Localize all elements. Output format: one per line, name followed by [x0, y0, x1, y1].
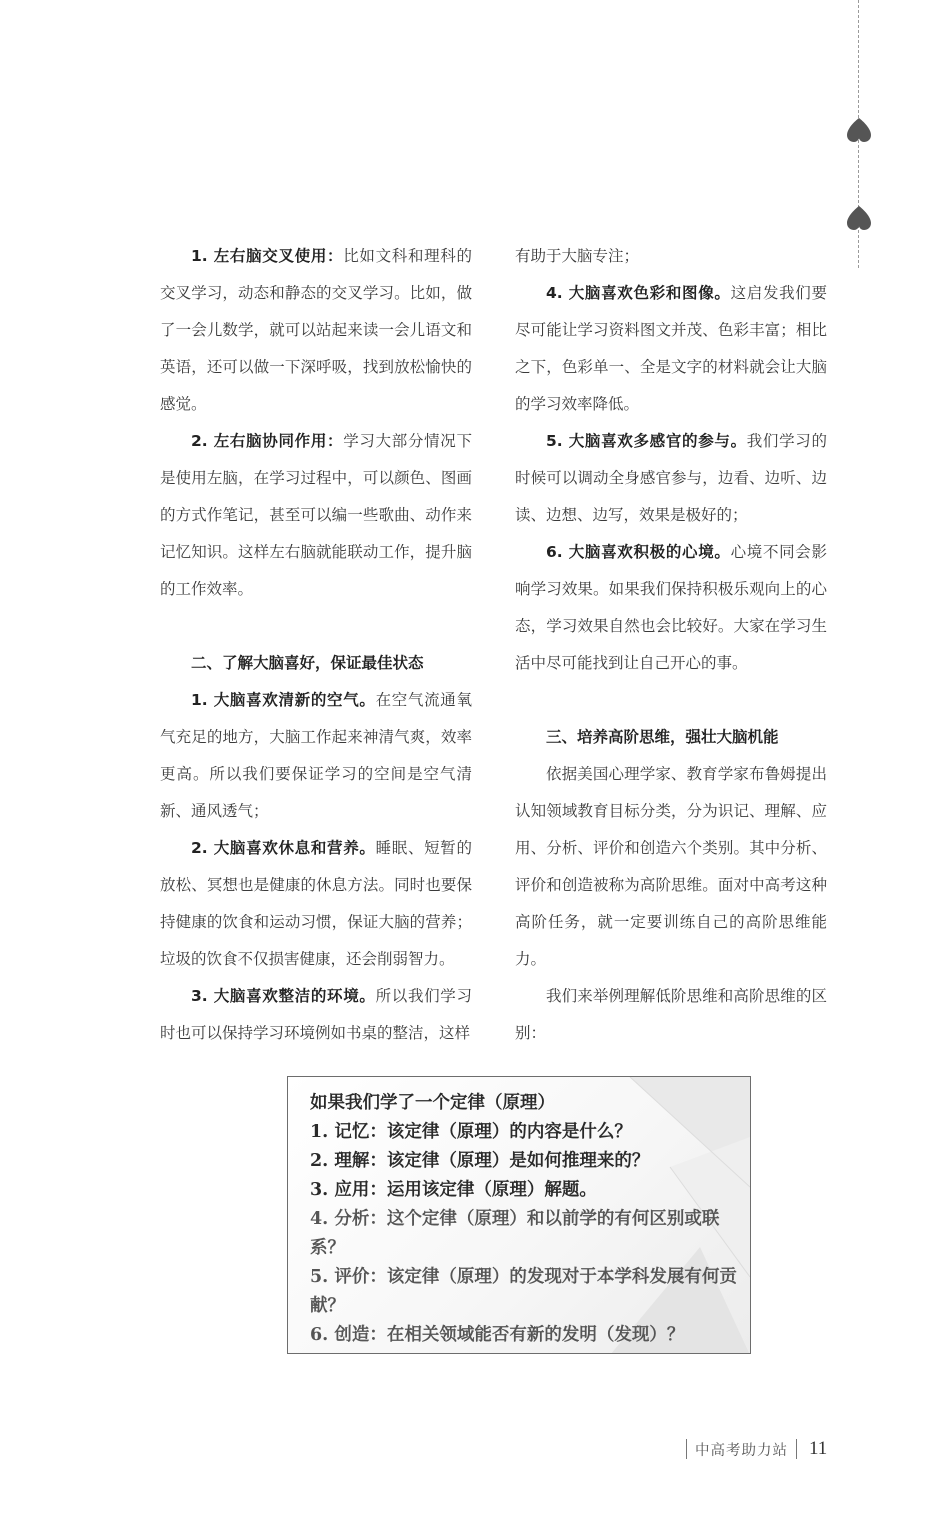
paragraph-continuation: 有助于大脑专注； [515, 247, 640, 265]
paragraph-heading: 5. 大脑喜欢多感官的参与。 [546, 432, 747, 450]
paragraph [160, 423, 472, 608]
heart-icon [844, 203, 874, 233]
paragraph-heading: 4. 大脑喜欢色彩和图像。 [546, 284, 731, 302]
example-item: 3. 应用：运用该定律（原理）解题。 [310, 1180, 597, 1200]
paragraph [515, 534, 827, 682]
paragraph: 我们来举例理解低阶思维和高阶思维的区别： [515, 987, 827, 1042]
section-heading: 三、培养高阶思维，强壮大脑机能 [546, 728, 779, 746]
paragraph-body: 比如文科和理科的交叉学习，动态和静态的交叉学习。比如，做了一会儿数学，就可以站起来读一会儿语文和英语，还可以做一下深呼吸，找到放松愉快的感觉。 [160, 247, 472, 413]
paragraph-heading: 2. 大脑喜欢休息和营养。 [191, 839, 376, 857]
example-box-title: 如果我们学了一个定律（原理） [310, 1093, 555, 1113]
paragraph-body: 学习大部分情况下是使用左脑，在学习过程中，可以颜色、图画的方式作笔记，甚至可以编一些歌曲、动作来记忆知识。这样左右脑就能联动工作，提升脑的工作效率。 [160, 432, 472, 598]
example-item: 5. 评价：该定律（原理）的发现对于本学科发展有何贡献？ [310, 1267, 737, 1316]
example-item: 4. 分析：这个定律（原理）和以前学的有何区别或联系？ [310, 1209, 720, 1258]
paragraph [160, 238, 472, 423]
example-item: 1. 记忆：该定律（原理）的内容是什么？ [310, 1122, 632, 1142]
footer-title: 中高考助力站 [695, 1442, 788, 1459]
paragraph [160, 830, 472, 978]
paragraph [515, 423, 827, 534]
example-item: 6. 创造：在相关领域能否有新的发明（发现）？ [310, 1325, 685, 1345]
paragraph [160, 682, 472, 830]
example-box [287, 1076, 751, 1354]
paragraph-body: 所以我们学习时也可以保持学习环境例如书桌的整洁，这样 [160, 987, 472, 1042]
paragraph-body: 这启发我们要尽可能让学习资料图文并茂、色彩丰富；相比之下，色彩单一、全是文字的材料就会让大脑的学习效率降低。 [515, 284, 827, 413]
paragraph: 依据美国心理学家、教育学家布鲁姆提出认知领域教育目标分类，分为识记、理解、应用、分析、评价和创造六个类别。其中分析、评价和创造被称为高阶思维。面对中高考这种高阶任务，就一定要训练自己的高阶思维能力。 [515, 765, 827, 968]
paragraph-body: 睡眠、短暂的放松、冥想也是健康的休息方法。同时也要保持健康的饮食和运动习惯，保证大脑的营养；垃圾的饮食不仅损害健康，还会削弱智力。 [160, 839, 472, 968]
paragraph-heading: 1. 左右脑交叉使用： [191, 247, 344, 265]
paragraph [515, 275, 827, 423]
paragraph-heading: 1. 大脑喜欢清新的空气。 [191, 691, 376, 709]
right-column [515, 238, 827, 1052]
section-heading: 二、了解大脑喜好，保证最佳状态 [191, 654, 424, 672]
paragraph-body: 在空气流通氧气充足的地方，大脑工作起来神清气爽，效率更高。所以我们要保证学习的空间是空气清新、通风透气； [160, 691, 472, 820]
paragraph-body: 心境不同会影响学习效果。如果我们保持积极乐观向上的心态，学习效果自然也会比较好。大家在学习生活中尽可能找到让自己开心的事。 [515, 543, 827, 672]
paragraph-heading: 6. 大脑喜欢积极的心境。 [546, 543, 731, 561]
left-column [160, 238, 472, 1052]
paragraph-body: 我们学习的时候可以调动全身感官参与，边看、边听、边读、边想、边写，效果是极好的； [515, 432, 827, 524]
example-item: 2. 理解：该定律（原理）是如何推理来的？ [310, 1151, 650, 1171]
example-box-content [310, 1089, 738, 1350]
page-footer [686, 1436, 827, 1462]
heart-icon [844, 115, 874, 145]
paragraph-heading: 2. 左右脑协同作用： [191, 432, 344, 450]
paragraph-heading: 3. 大脑喜欢整洁的环境。 [191, 987, 376, 1005]
paragraph [160, 978, 472, 1052]
page-number: 11 [809, 1438, 828, 1459]
